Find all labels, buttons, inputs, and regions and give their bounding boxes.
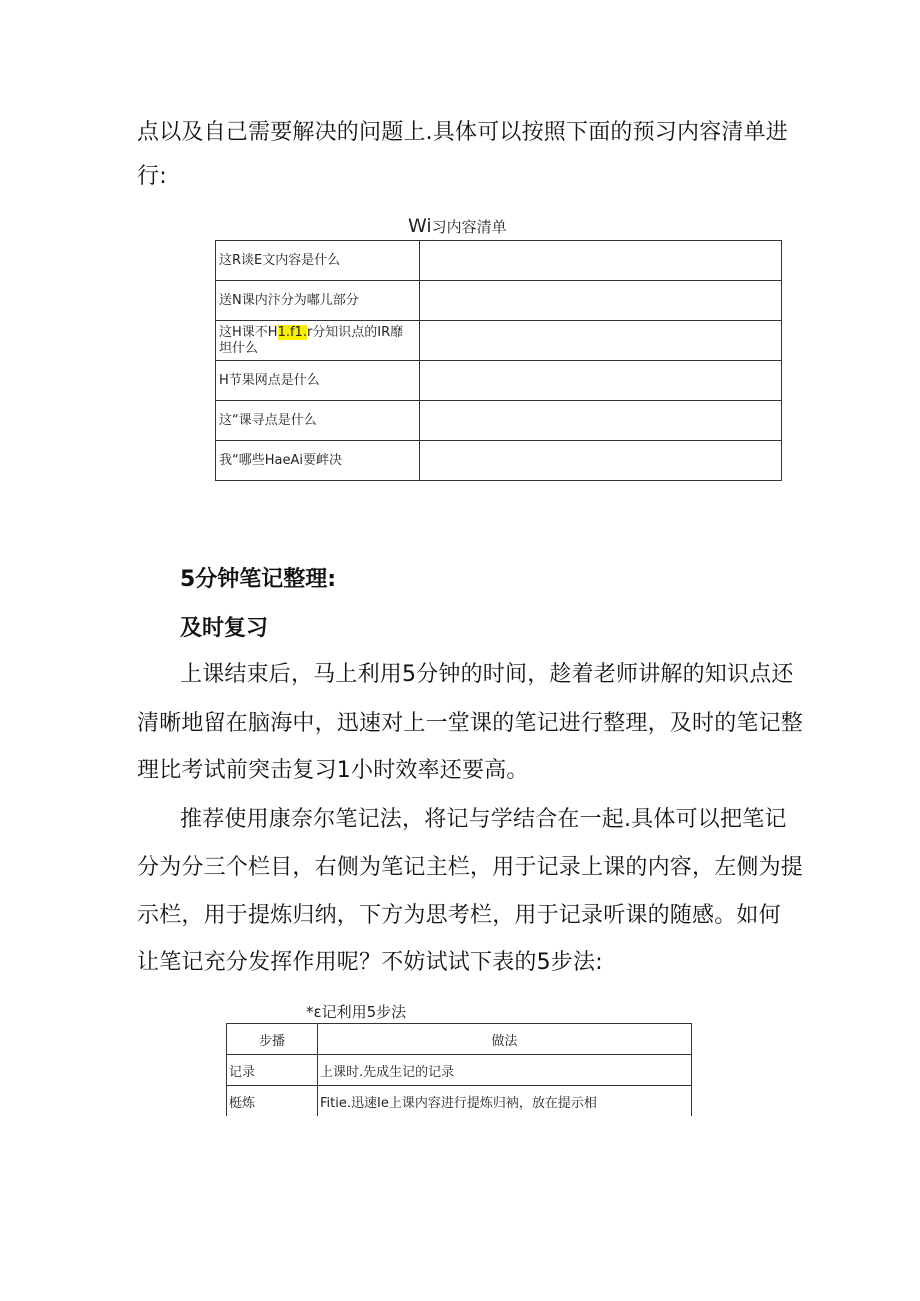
steps-table-caption: *ε记利用5步法 xyxy=(306,1003,407,1021)
question-cell: H节果网点是什么 xyxy=(216,361,420,401)
question-cell: 我“哪些HaeAi要衅决 xyxy=(216,441,420,481)
method-cell: 上课时.先成生记的记录 xyxy=(318,1055,692,1086)
question-cell: 这R谈E文内容是什么 xyxy=(216,241,420,281)
answer-cell xyxy=(420,281,782,321)
intro-line-1: 点以及自己需要解决的问题上.具体可以按照下面的预习内容清单进 xyxy=(137,120,788,145)
answer-cell xyxy=(420,241,782,281)
para2-line-1: 推荐使用康奈尔笔记法，将记与学结合在一起.具体可以把笔记 xyxy=(180,807,787,832)
question-cell: 送N课内汴分为嘟儿部分 xyxy=(216,281,420,321)
step-cell: 梃炼 xyxy=(227,1086,318,1117)
answer-cell xyxy=(420,321,782,361)
table-row xyxy=(227,1086,692,1117)
steps-table xyxy=(226,1023,692,1116)
highlighted-text: 1.f1. xyxy=(277,324,307,340)
para2-line-4: 让笔记充分发挥作用呢？不妨试试下表的5步法: xyxy=(137,950,603,975)
answer-cell xyxy=(420,401,782,441)
question-cell xyxy=(216,321,420,361)
para1-line-2: 清晰地留在脑海中，迅速对上一堂课的笔记进行整理，及时的笔记整 xyxy=(137,711,804,736)
para1-line-3: 理比考试前突击复习1小时效率还要高。 xyxy=(137,758,529,783)
answer-cell xyxy=(420,441,782,481)
subsection-title: 及时复习 xyxy=(180,616,269,641)
table-row xyxy=(216,441,782,481)
preview-table xyxy=(215,240,782,481)
column-header-step: 步播 xyxy=(227,1024,318,1055)
table-row xyxy=(216,361,782,401)
caption-prefix: Wi xyxy=(408,215,432,237)
answer-cell xyxy=(420,361,782,401)
para2-line-2: 分为分三个栏目，右侧为笔记主栏，用于记录上课的内容，左侧为提 xyxy=(137,855,804,880)
method-cell: Fitie.迅速Ie上课内容进行提炼归衲，放在提示相 xyxy=(318,1086,692,1117)
preview-table-caption xyxy=(408,215,507,237)
para1-line-1: 上课结束后，马上利用5分钟的时间，趁着老师讲解的知识点还 xyxy=(180,662,794,687)
column-header-method: 做法 xyxy=(318,1024,692,1055)
section-title: 5分钟笔记整理: xyxy=(180,567,337,592)
caption-rest: 习内容清单 xyxy=(431,218,507,236)
table-row xyxy=(216,241,782,281)
para2-line-3: 示栏，用于提炼归纳，下方为思考栏，用于记录听课的随感。如何 xyxy=(137,903,781,928)
question-text-a: 这H课不H xyxy=(219,324,278,340)
table-row xyxy=(216,281,782,321)
table-header-row xyxy=(227,1024,692,1055)
intro-line-2: 行: xyxy=(137,164,167,189)
table-row xyxy=(227,1055,692,1086)
question-text-b: r分知识点的IR靡坦什么 xyxy=(219,324,404,356)
table-row xyxy=(216,401,782,441)
table-row xyxy=(216,321,782,361)
step-cell: 记录 xyxy=(227,1055,318,1086)
question-cell: 这“课寻点是什么 xyxy=(216,401,420,441)
